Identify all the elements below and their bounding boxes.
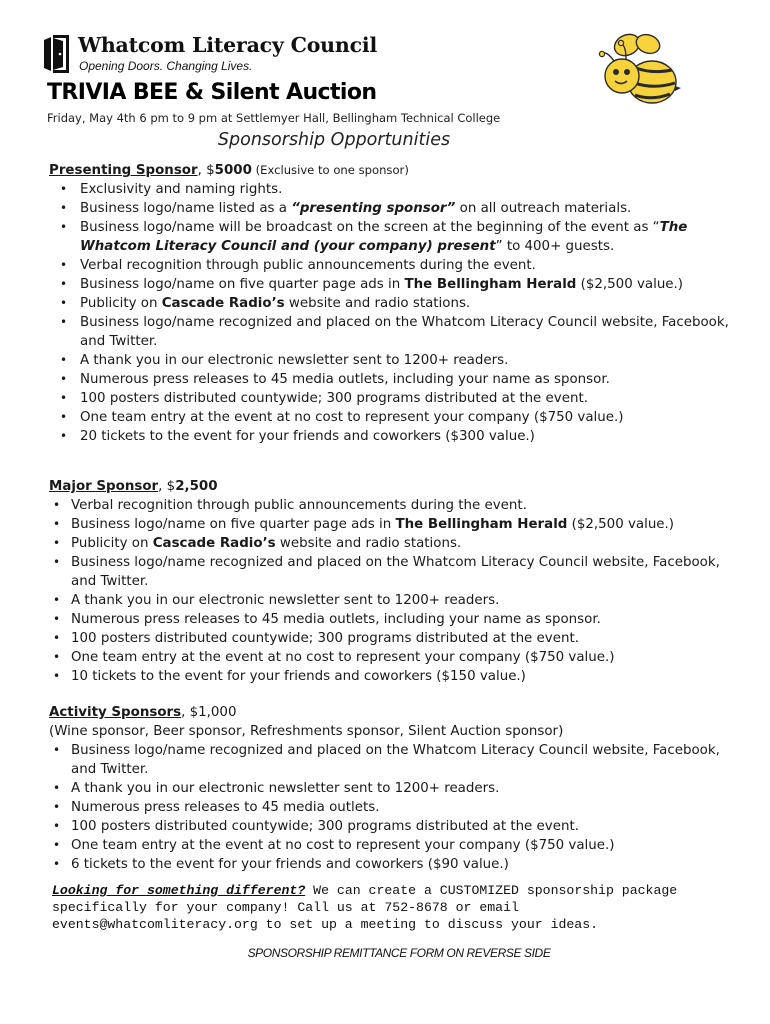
benefit-list bbox=[49, 180, 739, 446]
org-tagline: Opening Doors. Changing Lives. bbox=[79, 59, 253, 73]
list-item: • Business logo/name listed as a “presenting sponsor” on all outreach materials. bbox=[49, 199, 739, 218]
presenting-sponsor-heading bbox=[49, 161, 739, 180]
tier-price-amount: 5000 bbox=[214, 163, 252, 178]
tier-price-currency: $ bbox=[206, 163, 215, 178]
tier-note: (Wine sponsor, Beer sponsor, Refreshments sponsor, Silent Auction sponsor) bbox=[49, 724, 564, 739]
major-sponsor-heading bbox=[49, 477, 739, 496]
activity-sponsors-section bbox=[49, 703, 739, 874]
list-item: • A thank you in our electronic newsletter sent to 1200+ readers. bbox=[49, 591, 739, 610]
event-details: Friday, May 4th 6 pm to 9 pm at Settlemyer Hall, Bellingham Technical College bbox=[47, 111, 501, 125]
list-item: • Business logo/name on five quarter page ads in The Bellingham Herald ($2,500 value.) bbox=[49, 515, 739, 534]
list-item: • Business logo/name recognized and placed on the Whatcom Literacy Council website, Facebook, and Twitter. bbox=[49, 313, 739, 351]
custom-package-lead: Looking for something different? bbox=[52, 883, 306, 898]
event-title: TRIVIA BEE & Silent Auction bbox=[47, 80, 377, 105]
tier-separator: , bbox=[158, 479, 167, 494]
tier-name: Presenting Sponsor bbox=[49, 163, 198, 178]
org-name: Whatcom Literacy Council bbox=[78, 33, 378, 57]
benefit-list bbox=[49, 741, 739, 874]
list-item: • 100 posters distributed countywide; 300 programs distributed at the event. bbox=[49, 629, 739, 648]
section-subtitle: Sponsorship Opportunities bbox=[217, 130, 451, 150]
list-item: • 20 tickets to the event for your friends and coworkers ($300 value.) bbox=[49, 427, 739, 446]
list-item: • Business logo/name recognized and placed on the Whatcom Literacy Council website, Facebook, and Twitter. bbox=[49, 741, 739, 779]
activity-sponsors-heading bbox=[49, 703, 739, 722]
list-item: • 100 posters distributed countywide; 300 programs distributed at the event. bbox=[49, 389, 739, 408]
tier-price: , $1,000 bbox=[181, 705, 237, 720]
list-item: • Numerous press releases to 45 media outlets, including your name as sponsor. bbox=[49, 610, 739, 629]
list-item: • Business logo/name will be broadcast on the screen at the beginning of the event as “The Whatcom Literacy Council and (your company) present” to 400+ guests. bbox=[49, 218, 739, 256]
list-item: • Verbal recognition through public announcements during the event. bbox=[49, 496, 739, 515]
benefit-list bbox=[49, 496, 739, 686]
list-item: • Business logo/name on five quarter page ads in The Bellingham Herald ($2,500 value.) bbox=[49, 275, 739, 294]
major-sponsor-section bbox=[49, 477, 739, 686]
tier-name: Major Sponsor bbox=[49, 479, 159, 494]
list-item: • One team entry at the event at no cost to represent your company ($750 value.) bbox=[49, 648, 739, 667]
tier-note: (Exclusive to one sponsor) bbox=[251, 163, 409, 177]
tier-price-currency: $ bbox=[166, 479, 176, 494]
list-item: • One team entry at the event at no cost to represent your company ($750 value.) bbox=[49, 408, 739, 427]
list-item: • 6 tickets to the event for your friends and coworkers ($90 value.) bbox=[49, 855, 739, 874]
bee-icon bbox=[596, 30, 682, 110]
list-item: • Numerous press releases to 45 media outlets, including your name as sponsor. bbox=[49, 370, 739, 389]
list-item: • A thank you in our electronic newsletter sent to 1200+ readers. bbox=[49, 351, 739, 370]
list-item: • One team entry at the event at no cost to represent your company ($750 value.) bbox=[49, 836, 739, 855]
tier-price-amount: 2,500 bbox=[175, 479, 218, 494]
list-item: • Verbal recognition through public announcements during the event. bbox=[49, 256, 739, 275]
list-item: • 10 tickets to the event for your friends and coworkers ($150 value.) bbox=[49, 667, 739, 686]
open-door-icon bbox=[42, 34, 70, 74]
tier-separator: , bbox=[197, 163, 207, 178]
list-item: • Business logo/name recognized and placed on the Whatcom Literacy Council website, Facebook, and Twitter. bbox=[49, 553, 739, 591]
list-item: • Exclusivity and naming rights. bbox=[49, 180, 739, 199]
tier-name: Activity Sponsors bbox=[49, 705, 182, 720]
list-item: • Publicity on Cascade Radio’s website and radio stations. bbox=[49, 294, 739, 313]
custom-package-body: We can create a CUSTOMIZED sponsorship package specifically for your company! Call us at 752-8678 or email events@whatcomliteracy.org to set up a meeting to discuss your ideas. bbox=[52, 883, 678, 932]
list-item: • 100 posters distributed countywide; 300 programs distributed at the event. bbox=[49, 817, 739, 836]
list-item: • Publicity on Cascade Radio’s website and radio stations. bbox=[49, 534, 739, 553]
list-item: • Numerous press releases to 45 media outlets. bbox=[49, 798, 739, 817]
presenting-sponsor-section bbox=[49, 161, 739, 446]
list-item: • A thank you in our electronic newsletter sent to 1200+ readers. bbox=[49, 779, 739, 798]
custom-package-note bbox=[52, 882, 732, 933]
remittance-note: SPONSORSHIP REMITTANCE FORM ON REVERSE SIDE bbox=[247, 946, 551, 960]
